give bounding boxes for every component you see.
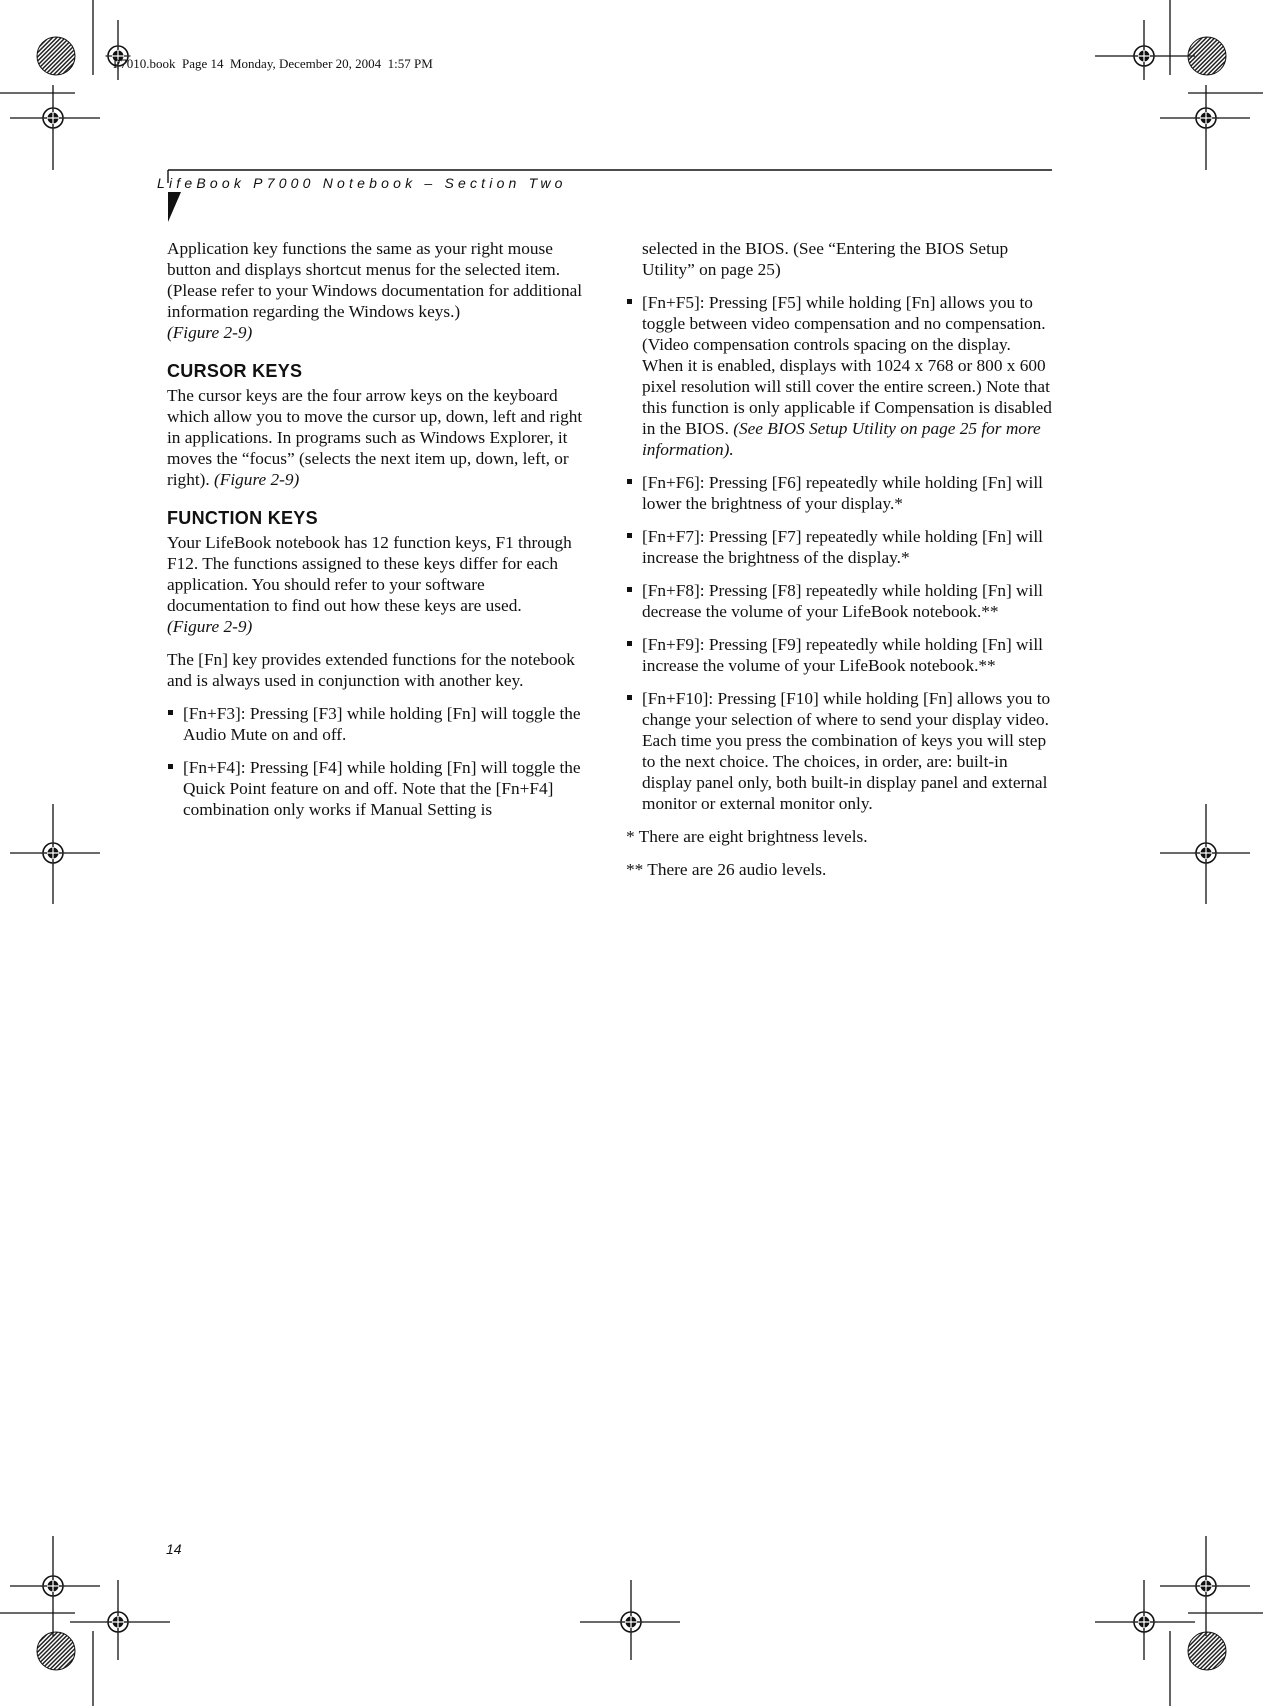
registration-target [1132,1610,1157,1635]
fn-key-list-left [167,703,591,820]
bullet-square [627,299,632,304]
left-column [167,238,591,832]
fn-key-paragraph: The [Fn] key provides extended functions for the notebook and is always used in conjunction with another key. [167,650,575,690]
function-keys-heading: FUNCTION KEYS [167,508,318,528]
list-item-text: [Fn+F9]: Pressing [F9] repeatedly while holding [Fn] will increase the volume of your LifeBook notebook.** [642,635,1043,675]
list-item-text: [Fn+F6]: Pressing [F6] repeatedly while holding [Fn] will lower the brightness of your display.* [642,473,1043,513]
cursor-keys-paragraph [167,385,591,490]
footnote-audio: ** There are 26 audio levels. [626,860,827,879]
list-item [626,292,1052,460]
bullet-square [627,533,632,538]
bullet-square [627,479,632,484]
star-target-bottom-left [37,1632,75,1670]
bullet-square [168,764,173,769]
registration-target [1194,841,1219,866]
figure-reference: (Figure 2-9) [167,323,253,342]
running-head: LifeBook P7000 Notebook – Section Two [157,175,567,191]
bullet-square [627,587,632,592]
list-item [626,634,1052,676]
star-target-top-right [1188,37,1226,75]
registration-target [619,1610,644,1635]
registration-target [41,106,66,131]
application-key-paragraph [167,238,591,343]
bios-reference: (See BIOS Setup Utility on page 25 for more information). [642,419,1041,459]
star-target-bottom-right [1188,1632,1226,1670]
registration-target [1194,106,1219,131]
bullet-square [168,710,173,715]
registration-target [41,841,66,866]
bullet-square [627,641,632,646]
list-item-text: [Fn+F5]: Pressing [F5] while holding [Fn] allows you to toggle between video compensation and no compensation. (Video compensation controls spacing on the display. When it is enabled, displays with 1024 x 768 or 800 x 600 pixel resolution will still cover the entire screen.) Note that this function is only applicable if Compensation is disabled in the BIOS. [642,293,1052,438]
list-item-text: [Fn+F3]: Pressing [F3] while holding [Fn] will toggle the Audio Mute on and off. [183,704,581,744]
registration-target [41,1574,66,1599]
application-key-text: Application key functions the same as your right mouse button and displays shortcut menus for the selected item. (Please refer to your Windows documentation for additional information regarding the Windows keys.) [167,239,583,321]
page-number: 14 [166,1541,182,1557]
figure-reference: (Figure 2-9) [214,470,300,489]
fn-key-list-right [626,292,1052,814]
list-item [626,472,1052,514]
registration-target [1132,44,1157,69]
list-item-text: [Fn+F8]: Pressing [F8] repeatedly while holding [Fn] will decrease the volume of your LifeBook notebook.** [642,581,1043,621]
figure-reference: (Figure 2-9) [167,617,253,636]
right-column [626,238,1052,892]
function-keys-paragraph [167,532,591,637]
list-item [167,757,591,820]
function-keys-text: Your LifeBook notebook has 12 function keys, F1 through F12. The functions assigned to these keys differ for each application. You should refer to your software documentation to find out how these keys are used. [167,533,572,615]
continuation-text: selected in the BIOS. (See “Entering the BIOS Setup Utility” on page 25) [642,239,1009,279]
cursor-keys-heading: CURSOR KEYS [167,361,303,381]
list-item [626,580,1052,622]
registration-target [1194,1574,1219,1599]
bullet-square [627,695,632,700]
footnote-brightness: * There are eight brightness levels. [626,827,868,846]
cursor-keys-text: The cursor keys are the four arrow keys on the keyboard which allow you to move the cursor up, down, left and right in applications. In programs such as Windows Explorer, it moves the “focus” (selects the next item up, down, left, or right). [167,386,583,489]
list-item-text: [Fn+F7]: Pressing [F7] repeatedly while holding [Fn] will increase the brightness of the display.* [642,527,1043,567]
list-item-text: [Fn+F4]: Pressing [F4] while holding [Fn] will toggle the Quick Point feature on and off. Note that the [Fn+F4] combination only works if Manual Setting is [183,758,581,819]
list-item [626,526,1052,568]
print-slug: P7010.book Page 14 Monday, December 20, 2004 1:57 PM [113,56,433,71]
registration-target [106,1610,131,1635]
list-item [167,703,591,745]
star-target-top-left [37,37,75,75]
list-item [626,688,1052,814]
list-item-text: [Fn+F10]: Pressing [F10] while holding [Fn] allows you to change your selection of where to send your display video. Each time you press the combination of keys you will step to the next choice. The choices, in order, are: built-in display panel only, both built-in display panel and external monitor or external monitor only. [642,689,1051,813]
